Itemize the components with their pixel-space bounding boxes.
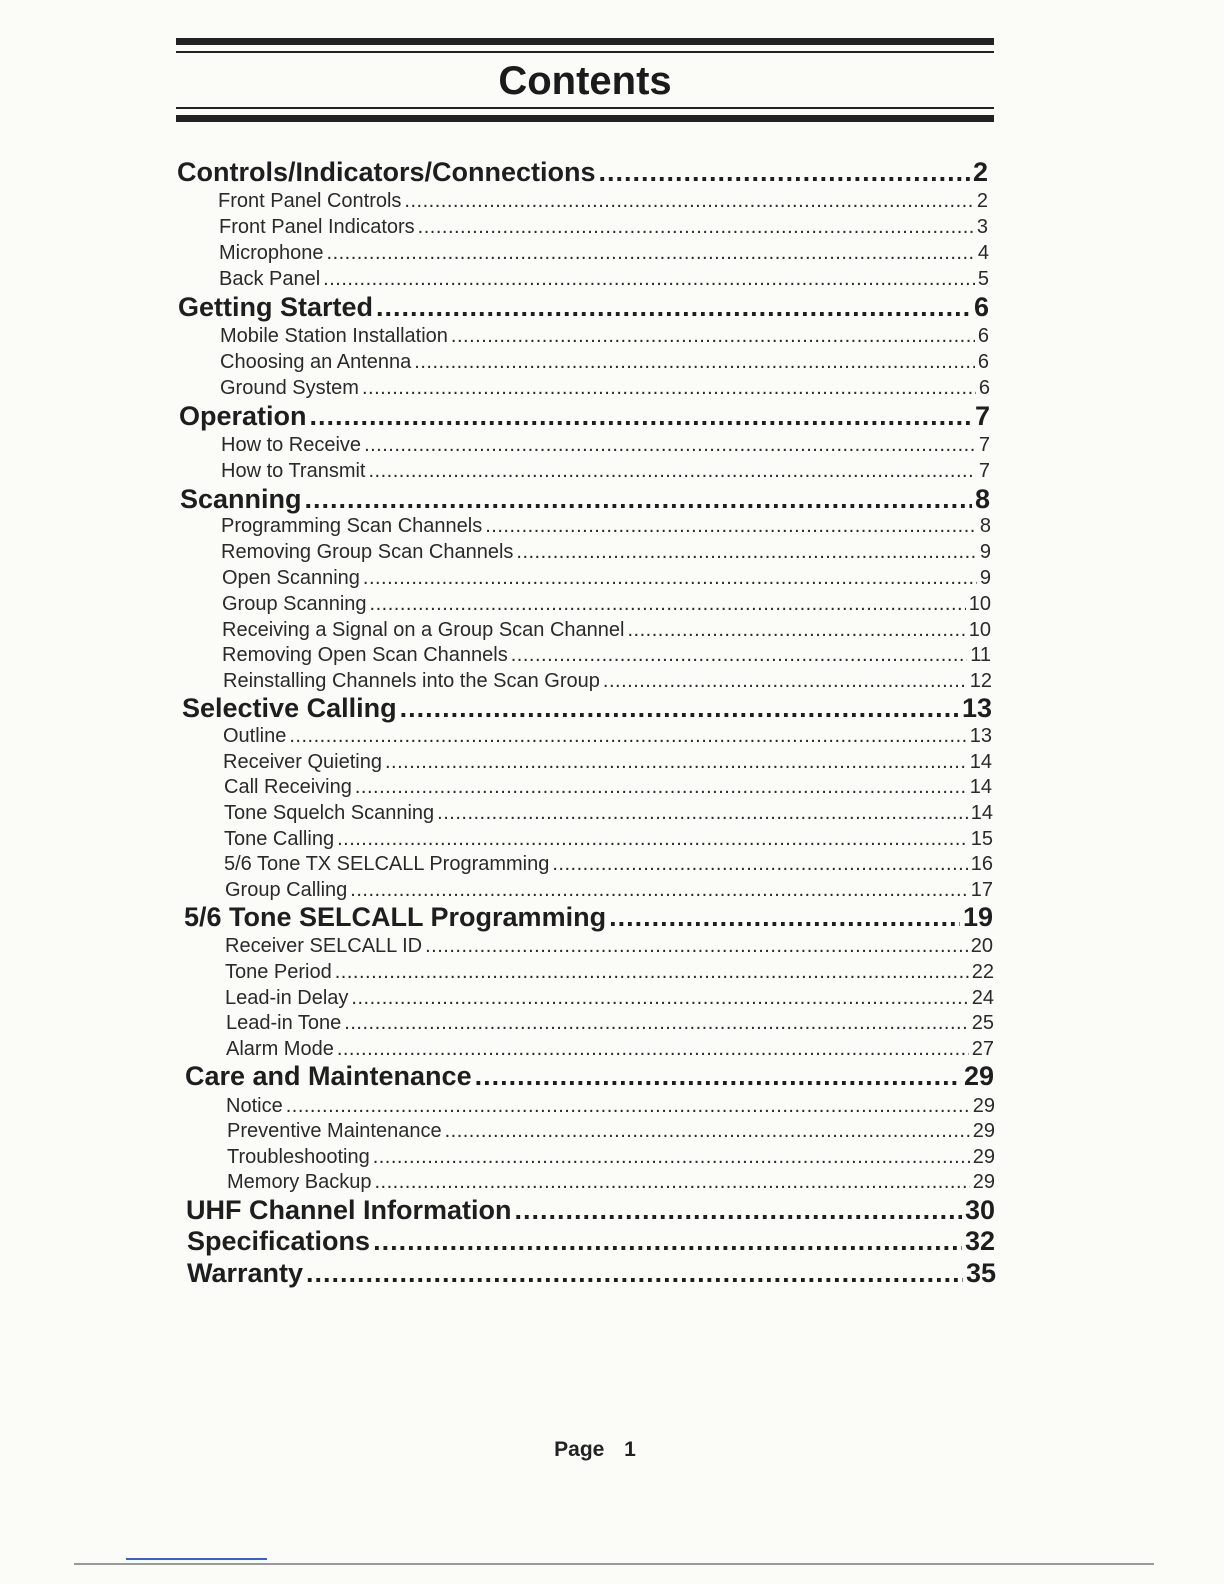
toc-subsection-entry — [226, 1011, 994, 1036]
toc-subsection-entry — [224, 852, 993, 877]
dot-leader — [370, 592, 966, 617]
dot-leader — [362, 376, 976, 401]
toc-entry-label: Front Panel Controls — [218, 190, 402, 212]
toc-entry-label: Choosing an Antenna — [220, 351, 412, 373]
dot-leader — [515, 1193, 962, 1227]
toc-entry-page: 29 — [963, 1061, 994, 1091]
dot-leader — [337, 827, 968, 852]
toc-entry-label: Tone Period — [225, 961, 332, 983]
toc-entry-label: 5/6 Tone TX SELCALL Programming — [224, 853, 550, 875]
toc-subsection-entry — [222, 566, 991, 591]
toc-entry-label: Outline — [223, 725, 287, 747]
dot-leader — [511, 643, 968, 668]
toc-section-entry — [184, 900, 993, 934]
toc-section-entry — [178, 290, 989, 324]
toc-entry-label: How to Transmit — [221, 460, 366, 482]
dot-leader — [344, 1011, 968, 1036]
toc-section-entry — [179, 399, 990, 433]
toc-entry-page: 7 — [978, 460, 990, 482]
dot-leader — [485, 514, 977, 539]
toc-subsection-entry — [222, 618, 991, 643]
toc-subsection-entry — [222, 592, 991, 617]
toc-entry-label: Front Panel Indicators — [219, 216, 415, 238]
bottom-link-underline — [126, 1558, 267, 1560]
toc-entry-page: 5 — [977, 268, 989, 290]
toc-entry-label: Warranty — [187, 1258, 304, 1288]
dot-leader — [364, 433, 976, 458]
toc-subsection-entry — [227, 1119, 995, 1144]
toc-entry-page: 13 — [961, 693, 992, 723]
toc-entry-label: Receiver Quieting — [223, 751, 382, 773]
dot-leader — [445, 1119, 970, 1144]
dot-leader — [306, 1256, 963, 1290]
toc-entry-page: 10 — [968, 619, 991, 641]
toc-entry-page: 7 — [974, 401, 990, 431]
toc-entry-page: 30 — [964, 1195, 995, 1225]
toc-entry-page: 13 — [969, 725, 992, 747]
toc-entry-page: 6 — [973, 292, 989, 322]
toc-entry-page: 2 — [976, 190, 988, 212]
toc-entry-page: 8 — [974, 484, 990, 514]
toc-subsection-entry — [219, 267, 989, 292]
toc-entry-label: Call Receiving — [224, 776, 352, 798]
toc-subsection-entry — [218, 189, 988, 214]
dot-leader — [404, 189, 973, 214]
toc-subsection-entry — [224, 801, 993, 826]
toc-entry-page: 6 — [978, 377, 990, 399]
toc-entry-label: Mobile Station Installation — [220, 325, 448, 347]
toc-entry-label: Scanning — [180, 484, 302, 514]
dot-leader — [516, 540, 976, 565]
dot-leader — [418, 215, 974, 240]
toc-entry-label: Specifications — [187, 1226, 371, 1256]
toc-subsection-entry — [222, 643, 991, 668]
toc-subsection-entry — [225, 934, 993, 959]
toc-entry-page: 6 — [977, 351, 989, 373]
toc-section-entry — [180, 482, 990, 516]
toc-entry-page: 10 — [968, 593, 991, 615]
toc-entry-page: 25 — [971, 1012, 994, 1034]
toc-entry-label: Group Scanning — [222, 593, 367, 615]
toc-entry-label: Receiving a Signal on a Group Scan Channel — [222, 619, 625, 641]
toc-entry-page: 24 — [971, 987, 994, 1009]
toc-entry-label: Getting Started — [178, 292, 374, 322]
dot-leader — [609, 900, 960, 934]
toc-entry-label: Memory Backup — [227, 1171, 372, 1193]
dot-leader — [355, 775, 967, 800]
page-number: Page 1 — [554, 1438, 636, 1461]
toc-subsection-entry — [227, 1170, 995, 1195]
dot-leader — [400, 691, 959, 725]
dot-leader — [289, 724, 966, 749]
toc-entry-page: 15 — [970, 828, 993, 850]
toc-section-entry — [186, 1193, 995, 1227]
dot-leader — [475, 1059, 961, 1093]
toc-entry-label: Removing Group Scan Channels — [221, 541, 514, 563]
toc-entry-page: 29 — [972, 1095, 995, 1117]
toc-entry-page: 29 — [972, 1171, 995, 1193]
dot-leader — [385, 750, 967, 775]
toc-entry-page: 11 — [970, 644, 991, 666]
dot-leader — [373, 1224, 962, 1258]
toc-section-entry — [187, 1256, 996, 1290]
toc-subsection-entry — [221, 540, 991, 565]
toc-entry-page: 32 — [964, 1226, 995, 1256]
toc-entry-page: 19 — [962, 902, 993, 932]
page-title: Contents — [498, 59, 672, 103]
dot-leader — [425, 934, 968, 959]
toc-entry-page: 14 — [970, 802, 993, 824]
toc-subsection-entry — [224, 827, 993, 852]
dot-leader — [552, 852, 967, 877]
toc-entry-label: Tone Squelch Scanning — [224, 802, 435, 824]
toc-entry-label: Controls/Indicators/Connections — [177, 157, 596, 187]
toc-subsection-entry — [220, 324, 989, 349]
toc-subsection-entry — [223, 750, 992, 775]
toc-entry-label: Programming Scan Channels — [221, 515, 483, 537]
dot-leader — [363, 566, 977, 591]
toc-entry-label: Preventive Maintenance — [227, 1120, 442, 1142]
dot-leader — [599, 155, 970, 189]
toc-subsection-entry — [221, 459, 990, 484]
toc-entry-page: 29 — [972, 1146, 995, 1168]
toc-entry-label: Tone Calling — [224, 828, 335, 850]
dot-leader — [627, 618, 965, 643]
toc-subsection-entry — [220, 350, 989, 375]
toc-entry-label: Alarm Mode — [226, 1038, 334, 1060]
toc-entry-label: Back Panel — [219, 268, 321, 290]
toc-section-entry — [182, 691, 992, 725]
toc-entry-page: 27 — [971, 1038, 994, 1060]
dot-leader — [373, 1145, 970, 1170]
toc-entry-page: 7 — [978, 434, 990, 456]
dot-leader — [327, 241, 975, 266]
toc-entry-page: 14 — [969, 751, 992, 773]
toc-section-entry — [187, 1224, 995, 1258]
toc-entry-page: 17 — [970, 879, 993, 901]
toc-entry-label: UHF Channel Information — [186, 1195, 512, 1225]
toc-entry-page: 8 — [979, 515, 991, 537]
toc-section-entry — [177, 155, 988, 189]
toc-entry-label: Notice — [226, 1095, 283, 1117]
dot-leader — [286, 1094, 970, 1119]
toc-entry-label: Care and Maintenance — [185, 1061, 472, 1091]
toc-entry-label: How to Receive — [221, 434, 362, 456]
toc-entry-page: 9 — [979, 541, 991, 563]
toc-entry-label: Removing Open Scan Channels — [222, 644, 508, 666]
toc-subsection-entry — [226, 1094, 995, 1119]
toc-entry-label: 5/6 Tone SELCALL Programming — [184, 902, 607, 932]
toc-entry-page: 16 — [970, 853, 993, 875]
toc-entry-label: Open Scanning — [222, 567, 360, 589]
dot-leader — [310, 399, 972, 433]
toc-subsection-entry — [219, 215, 988, 240]
toc-entry-page: 35 — [965, 1258, 996, 1288]
toc-section-entry — [185, 1059, 994, 1093]
toc-entry-page: 3 — [976, 216, 988, 238]
toc-entry-label: Reinstalling Channels into the Scan Group — [223, 670, 600, 692]
toc-entry-page: 2 — [972, 157, 988, 187]
toc-entry-page: 12 — [969, 670, 992, 692]
toc-entry-label: Lead-in Delay — [225, 987, 349, 1009]
dot-leader — [323, 267, 975, 292]
toc-entry-page: 14 — [969, 776, 992, 798]
toc-entry-label: Receiver SELCALL ID — [225, 935, 423, 957]
toc-subsection-entry — [223, 724, 992, 749]
toc-subsection-entry — [219, 241, 989, 266]
dot-leader — [351, 986, 968, 1011]
toc-subsection-entry — [221, 514, 991, 539]
dot-leader — [376, 290, 971, 324]
dot-leader — [437, 801, 968, 826]
dot-leader — [368, 459, 975, 484]
toc-entry-page: 6 — [977, 325, 989, 347]
toc-entry-page: 20 — [970, 935, 993, 957]
dot-leader — [414, 350, 975, 375]
toc-entry-label: Microphone — [219, 242, 324, 264]
toc-entry-page: 22 — [971, 961, 994, 983]
toc-subsection-entry — [227, 1145, 995, 1170]
toc-entry-label: Operation — [179, 401, 307, 431]
toc-entry-label: Selective Calling — [182, 693, 397, 723]
toc-entry-page: 4 — [977, 242, 989, 264]
toc-subsection-entry — [225, 986, 994, 1011]
toc-subsection-entry — [220, 376, 990, 401]
bottom-divider — [74, 1563, 1154, 1565]
dot-leader — [335, 960, 969, 985]
dot-leader — [375, 1170, 970, 1195]
toc-subsection-entry — [221, 433, 990, 458]
dot-leader — [305, 482, 972, 516]
toc-entry-label: Ground System — [220, 377, 359, 399]
toc-entry-label: Group Calling — [225, 879, 348, 901]
toc-entry-page: 29 — [972, 1120, 995, 1142]
toc-subsection-entry — [225, 960, 994, 985]
toc-entry-label: Troubleshooting — [227, 1146, 370, 1168]
toc-entry-page: 9 — [979, 567, 991, 589]
toc-subsection-entry — [224, 775, 992, 800]
dot-leader — [451, 324, 975, 349]
toc-entry-label: Lead-in Tone — [226, 1012, 342, 1034]
